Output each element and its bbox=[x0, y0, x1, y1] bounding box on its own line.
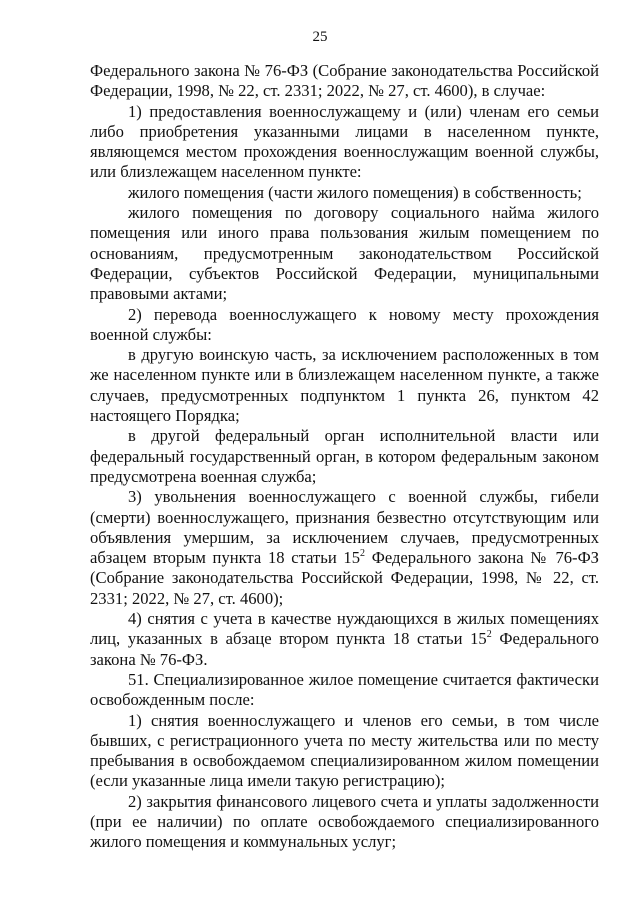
page-number: 25 bbox=[312, 29, 328, 45]
paragraph: 51. Специализированное жилое помещение считается фактически освобожденным после: bbox=[90, 669, 599, 710]
paragraph: 4) снятия с учета в качестве нуждающихся в жилых помещениях лиц, указанных в абзаце втором пункта 18 статьи $15^2$ Федерального закона № 76-ФЗ. bbox=[90, 609, 599, 669]
paragraph: 1) предоставления военнослужащему и (или) членам его семьи либо приобретения указанными лицами в населенном пункте, являющемся местом прохождения военнослужащим военной службы, или близлежащем населенном пункте: bbox=[90, 101, 599, 182]
superscript: 2 bbox=[486, 628, 492, 640]
paragraph: в другую воинскую часть, за исключением расположенных в том же населенном пункте или в близлежащем населенном пункте, а также случаев, предусмотренных подпунктом 1 пункта 26, пунктом 42 настоящего Порядка; bbox=[90, 345, 599, 426]
paragraph: жилого помещения по договору социального найма жилого помещения или иного права пользования жилым помещением по основаниям, предусмотренным законодательством Российской Федерации, субъектов Российской Федерации, муниципальными правовыми актами; bbox=[90, 203, 599, 304]
superscript: 2 bbox=[360, 547, 366, 559]
paragraph: 2) перевода военнослужащего к новому месту прохождения военной службы: bbox=[90, 304, 599, 344]
paragraph: 1) снятия военнослужащего и членов его семьи, в том числе бывших, с регистрационного учета по месту жительства или по месту пребывания в освобождаемом специализированном жилом помещении (если указанные лица имели такую регистрацию); bbox=[90, 710, 599, 791]
paragraph: 2) закрытия финансового лицевого счета и уплаты задолженности (при ее наличии) по оплате освобождаемого специализированного жилого помещения и коммунальных услуг; bbox=[90, 791, 599, 852]
document-body bbox=[90, 61, 599, 853]
paragraph: Федерального закона № 76-ФЗ (Собрание законодательства Российской Федерации, 1998, № 22, ст. 2331; 2022, № 27, ст. 4600), в случае: bbox=[90, 61, 599, 101]
paragraph: 3) увольнения военнослужащего с военной службы, гибели (смерти) военнослужащего, признания безвестно отсутствующим или объявления умершим, за исключением случаев, предусмотренных абзацем вторым пункта 18 статьи $15^2$ Федерального закона № 76-ФЗ (Собрание законодательства Российской Федерации, 1998, № 22, ст. 2331; 2022, № 27, ст. 4600); bbox=[90, 487, 599, 608]
paragraph: жилого помещения (части жилого помещения) в собственность; bbox=[128, 182, 582, 202]
paragraph: в другой федеральный орган исполнительной власти или федеральный государственный орган, в котором федеральным законом предусмотрена военная служба; bbox=[90, 426, 599, 486]
